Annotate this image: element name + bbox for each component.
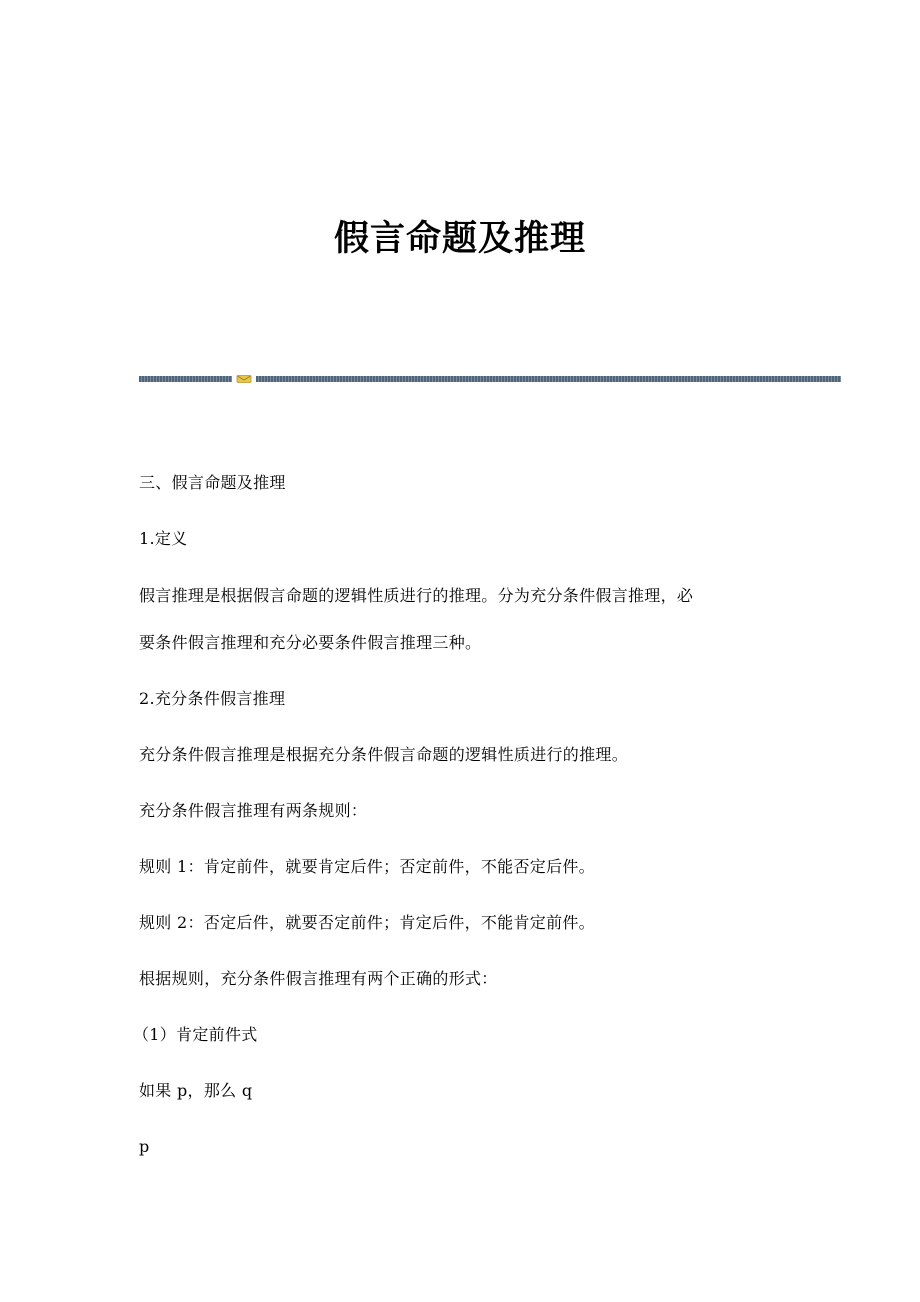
divider-bar-left <box>139 376 232 382</box>
document-title: 假言命题及推理 <box>333 218 586 259</box>
body-paragraph: 根据规则，充分条件假言推理有两个正确的形式： <box>139 969 498 988</box>
formula-line: p <box>139 1137 150 1156</box>
section-heading: 三、假言命题及推理 <box>139 473 286 492</box>
body-paragraph: 充分条件假言推理有两条规则： <box>139 801 368 820</box>
title-divider <box>139 375 841 383</box>
rule-2: 规则 2：否定后件，就要否定前件；肯定后件，不能肯定前件。 <box>139 913 595 932</box>
body-paragraph: 假言推理是根据假言命题的逻辑性质进行的推理。分为充分条件假言推理，必 <box>139 586 694 605</box>
subheading-definition: 1.定义 <box>139 529 188 548</box>
rule-1: 规则 1：肯定前件，就要肯定后件；否定前件，不能否定后件。 <box>139 857 595 876</box>
body-paragraph: 要条件假言推理和充分必要条件假言推理三种。 <box>139 633 482 652</box>
body-paragraph: 充分条件假言推理是根据充分条件假言命题的逻辑性质进行的推理。 <box>139 745 629 764</box>
formula-line: 如果 p，那么 q <box>139 1081 253 1100</box>
divider-bar-right <box>256 376 841 382</box>
subheading-sufficient-condition: 2.充分条件假言推理 <box>139 689 286 708</box>
envelope-icon <box>236 375 252 383</box>
form-heading: （1）肯定前件式 <box>133 1025 258 1044</box>
